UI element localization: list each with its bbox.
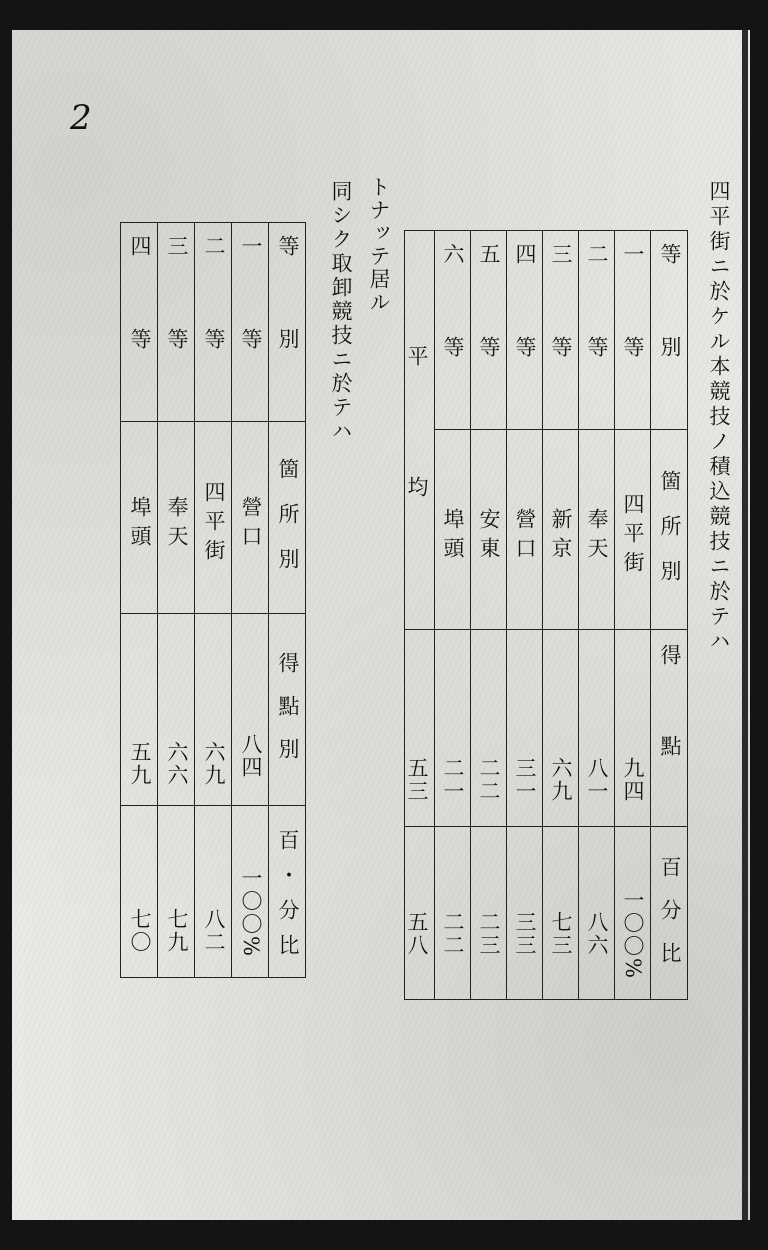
loading-rank-4: 四等 [507, 231, 543, 430]
unloading-rank-1: 一等 [232, 223, 269, 422]
unloading-results-table [120, 222, 306, 978]
loading-header-score: 得點 [651, 630, 688, 827]
page-edge-shadow [742, 30, 748, 1220]
loading-percent-5: 二三 [471, 827, 507, 1000]
loading-percent-1: 一〇〇% [615, 827, 651, 1000]
unloading-score-4: 五九 [121, 614, 158, 806]
loading-rank-1: 一等 [615, 231, 651, 430]
loading-score-1: 九四 [615, 630, 651, 827]
unloading-percent-4: 七〇 [121, 806, 158, 978]
loading-percent-4: 三三 [507, 827, 543, 1000]
page-number: 2 [70, 98, 92, 138]
loading-score-6: 二一 [435, 630, 471, 827]
unloading-rank-2: 二等 [195, 223, 232, 422]
unloading-score-3: 六六 [158, 614, 195, 806]
loading-header-place: 箇所別 [651, 430, 688, 630]
unloading-place-4: 埠頭 [121, 422, 158, 614]
unloading-score-1: 八四 [232, 614, 269, 806]
loading-score-3: 六九 [543, 630, 579, 827]
loading-results-table [404, 230, 688, 1000]
heading-text-line1: トナッテ居ル [367, 176, 391, 314]
loading-place-1: 四平街 [615, 430, 651, 630]
loading-place-3: 新京 [543, 430, 579, 630]
loading-header-rank: 等別 [651, 231, 688, 430]
unloading-header-place: 箇所別 [269, 422, 306, 614]
loading-percent-2: 八六 [579, 827, 615, 1000]
unloading-percent-3: 七九 [158, 806, 195, 978]
loading-score-5: 二二 [471, 630, 507, 827]
loading-rank-5: 五等 [471, 231, 507, 430]
loading-average-score: 五三 [405, 630, 435, 827]
loading-percent-6: 二二 [435, 827, 471, 1000]
loading-rank-6: 六等 [435, 231, 471, 430]
loading-place-2: 奉天 [579, 430, 615, 630]
unloading-rank-4: 四等 [121, 223, 158, 422]
loading-score-4: 三一 [507, 630, 543, 827]
loading-place-6: 埠頭 [435, 430, 471, 630]
loading-rank-2: 二等 [579, 231, 615, 430]
loading-place-5: 安東 [471, 430, 507, 630]
unloading-rank-3: 三等 [158, 223, 195, 422]
unloading-header-percent: 百・分比 [269, 806, 306, 978]
average-label: 平均 [405, 231, 435, 630]
loading-percent-3: 七三 [543, 827, 579, 1000]
unloading-header-score: 得點別 [269, 614, 306, 806]
unloading-percent-1: 一〇〇% [232, 806, 269, 978]
unloading-place-2: 四平街 [195, 422, 232, 614]
loading-score-2: 八一 [579, 630, 615, 827]
heading-loading: 四平街ニ於ケル本競技ノ積込競技ニ於テハ [707, 180, 731, 655]
unloading-percent-2: 八二 [195, 806, 232, 978]
unloading-place-1: 營口 [232, 422, 269, 614]
loading-place-4: 營口 [507, 430, 543, 630]
unloading-place-3: 奉天 [158, 422, 195, 614]
heading-unloading: 同シク取卸競技ニ於テハ [329, 180, 353, 444]
loading-rank-3: 三等 [543, 231, 579, 430]
loading-header-percent: 百分比 [651, 827, 688, 1000]
unloading-header-rank: 等別 [269, 223, 306, 422]
loading-average-percent: 五八 [405, 827, 435, 1000]
unloading-score-2: 六九 [195, 614, 232, 806]
